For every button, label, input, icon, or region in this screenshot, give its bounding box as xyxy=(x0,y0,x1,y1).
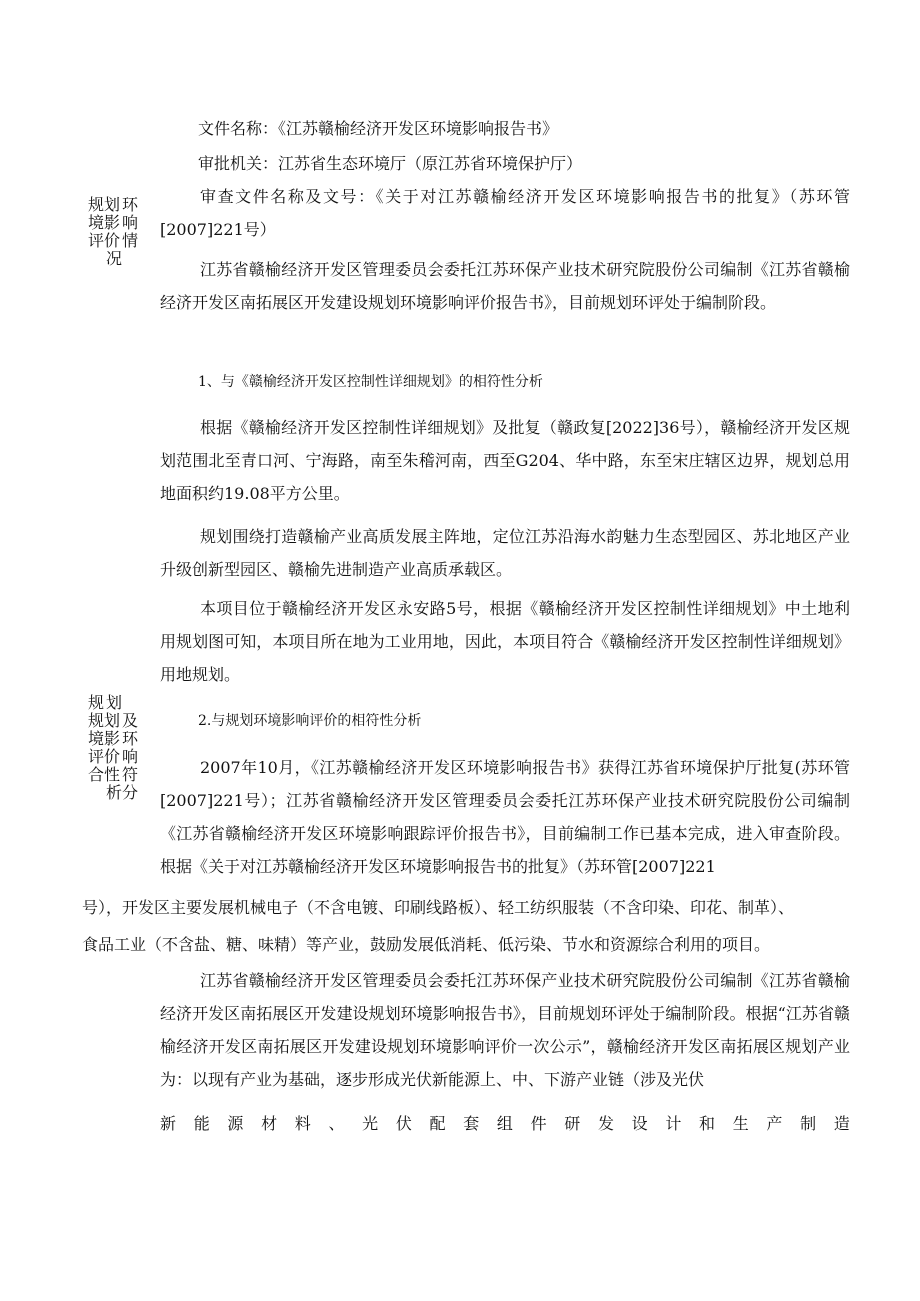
sidebar-label-part: 规划 xyxy=(88,195,121,214)
spread-char: 伏 xyxy=(395,1114,412,1133)
spread-char: 产 xyxy=(766,1114,783,1133)
file-name-line: 文件名称：《江苏赣榆经济开发区环境影响报告书》 xyxy=(198,119,559,138)
section-heading-1: 1、与《赣榆经济开发区控制性详细规划》的相符性分析 xyxy=(198,374,543,390)
spread-char: 发 xyxy=(597,1114,614,1133)
spread-char: 和 xyxy=(699,1114,716,1133)
spread-char: 计 xyxy=(665,1114,682,1133)
spread-char: 研 xyxy=(564,1114,581,1133)
sidebar-label-part: 响 xyxy=(122,213,139,232)
sidebar-label-part: 规划 xyxy=(88,711,121,730)
project-location-paragraph: 本项目位于赣榆经济开发区永安路5号，根据《赣榆经济开发区控制性详细规划》中土地利用规划图可知，本项目所在地为工业用地，因此，本项目符合《赣榆经济开发区控制性详细规划》用地规划。 xyxy=(160,599,850,684)
sidebar-label-part: 环 xyxy=(122,729,139,748)
approval-authority-line: 审批机关：江苏省生态环境厅（原江苏省环境保护厅） xyxy=(198,154,583,173)
control-plan-paragraph: 根据《赣榆经济开发区控制性详细规划》及批复（赣政复[2022]36号），赣榆经济开发区规划范围北至青口河、宁海路，南至朱稽河南，西至G204、华中路，东至宋庄辖区边界，规划总用地面积约19.08平方公里。 xyxy=(160,418,850,503)
review-document-paragraph: 审查文件名称及文号：《关于对江苏赣榆经济开发区环境影响报告书的批复》（苏环管[2007]221号） xyxy=(160,187,850,239)
spread-char: 光 xyxy=(362,1114,379,1133)
planning-eia-status-paragraph: 江苏省赣榆经济开发区管理委员会委托江苏环保产业技术研究院股份公司编制《江苏省赣榆经济开发区南拓展区开发建设规划环境影响评价报告书》，目前规划环评处于编制阶段。 xyxy=(160,260,850,312)
sidebar-label-part: 及 xyxy=(122,711,139,730)
sidebar-label-part: 合性 xyxy=(88,765,121,784)
sidebar-label-part: 划 xyxy=(106,693,123,712)
spread-char: 、 xyxy=(328,1114,345,1133)
positioning-paragraph: 规划围绕打造赣榆产业高质发展主阵地，定位江苏沿海水韵魅力生态型园区、苏北地区产业升级创新型园区、赣榆先进制造产业高质承载区。 xyxy=(160,527,850,579)
section-heading-2: 2.与规划环境影响评价的相符性分析 xyxy=(198,713,422,729)
spread-char: 件 xyxy=(530,1114,547,1133)
spread-char: 配 xyxy=(429,1114,446,1133)
sidebar-label-planning-conformity xyxy=(86,694,146,804)
spread-char: 组 xyxy=(496,1114,513,1133)
sidebar-label-part: 符 xyxy=(122,765,139,784)
spread-char: 设 xyxy=(631,1114,648,1133)
sidebar-label-part: 规 xyxy=(88,693,105,712)
spread-char: 生 xyxy=(732,1114,749,1133)
eia-industries-line: 号），开发区主要发展机械电子（不含电镀、印刷线路板）、轻工纺织服装（不含印染、印花、制革）、 xyxy=(82,898,795,917)
sidebar-label-part: 响 xyxy=(122,747,139,766)
sidebar-label-planning-eia xyxy=(88,196,148,276)
sidebar-label-part: 分 xyxy=(122,783,139,802)
spread-char: 新 xyxy=(160,1114,177,1133)
spread-char: 能 xyxy=(193,1114,210,1133)
sidebar-label-part: 境影 xyxy=(88,729,121,748)
spread-char: 造 xyxy=(833,1114,850,1133)
eia-approval-paragraph: 2007年10月，《江苏赣榆经济开发区环境影响报告书》获得江苏省环境保护厅批复(苏环管[2007]221号）；江苏省赣榆经济开发区管理委员会委托江苏环保产业技术研究院股份公司编制《江苏省赣榆经济开发区环境影响跟踪评价报告书》，目前编制工作已基本完成，进入审查阶段。根据《关于对江苏赣榆经济开发区环境影响报告书的批复》（苏环管[2007]221 xyxy=(160,758,850,876)
sidebar-label-part: 评价 xyxy=(88,747,121,766)
spread-char: 源 xyxy=(227,1114,244,1133)
spread-char: 制 xyxy=(800,1114,817,1133)
sidebar-label-part: 析 xyxy=(106,783,123,802)
sidebar-label-part: 评价 xyxy=(88,231,121,250)
sidebar-label-part: 况 xyxy=(106,249,123,268)
spread-char: 套 xyxy=(463,1114,480,1133)
spread-char: 料 xyxy=(294,1114,311,1133)
spread-text-line xyxy=(160,1111,850,1134)
eia-industries-line-2: 食品工业（不含盐、糖、味精）等产业，鼓励发展低消耗、低污染、节水和资源综合利用的项目。 xyxy=(82,935,771,954)
south-expansion-paragraph: 江苏省赣榆经济开发区管理委员会委托江苏环保产业技术研究院股份公司编制《江苏省赣榆经济开发区南拓展区开发建设规划环境影响报告书》，目前规划环评处于编制阶段。根据“江苏省赣榆经济开发区南拓展区开发建设规划环境影响评价一次公示”，赣榆经济开发区南拓展区规划产业为：以现有产业为基础，逐步形成光伏新能源上、中、下游产业链（涉及光伏 xyxy=(160,971,850,1089)
sidebar-label-part: 环 xyxy=(122,195,139,214)
spread-char: 材 xyxy=(261,1114,278,1133)
sidebar-label-part: 境影 xyxy=(88,213,121,232)
sidebar-label-part: 情 xyxy=(122,231,139,250)
